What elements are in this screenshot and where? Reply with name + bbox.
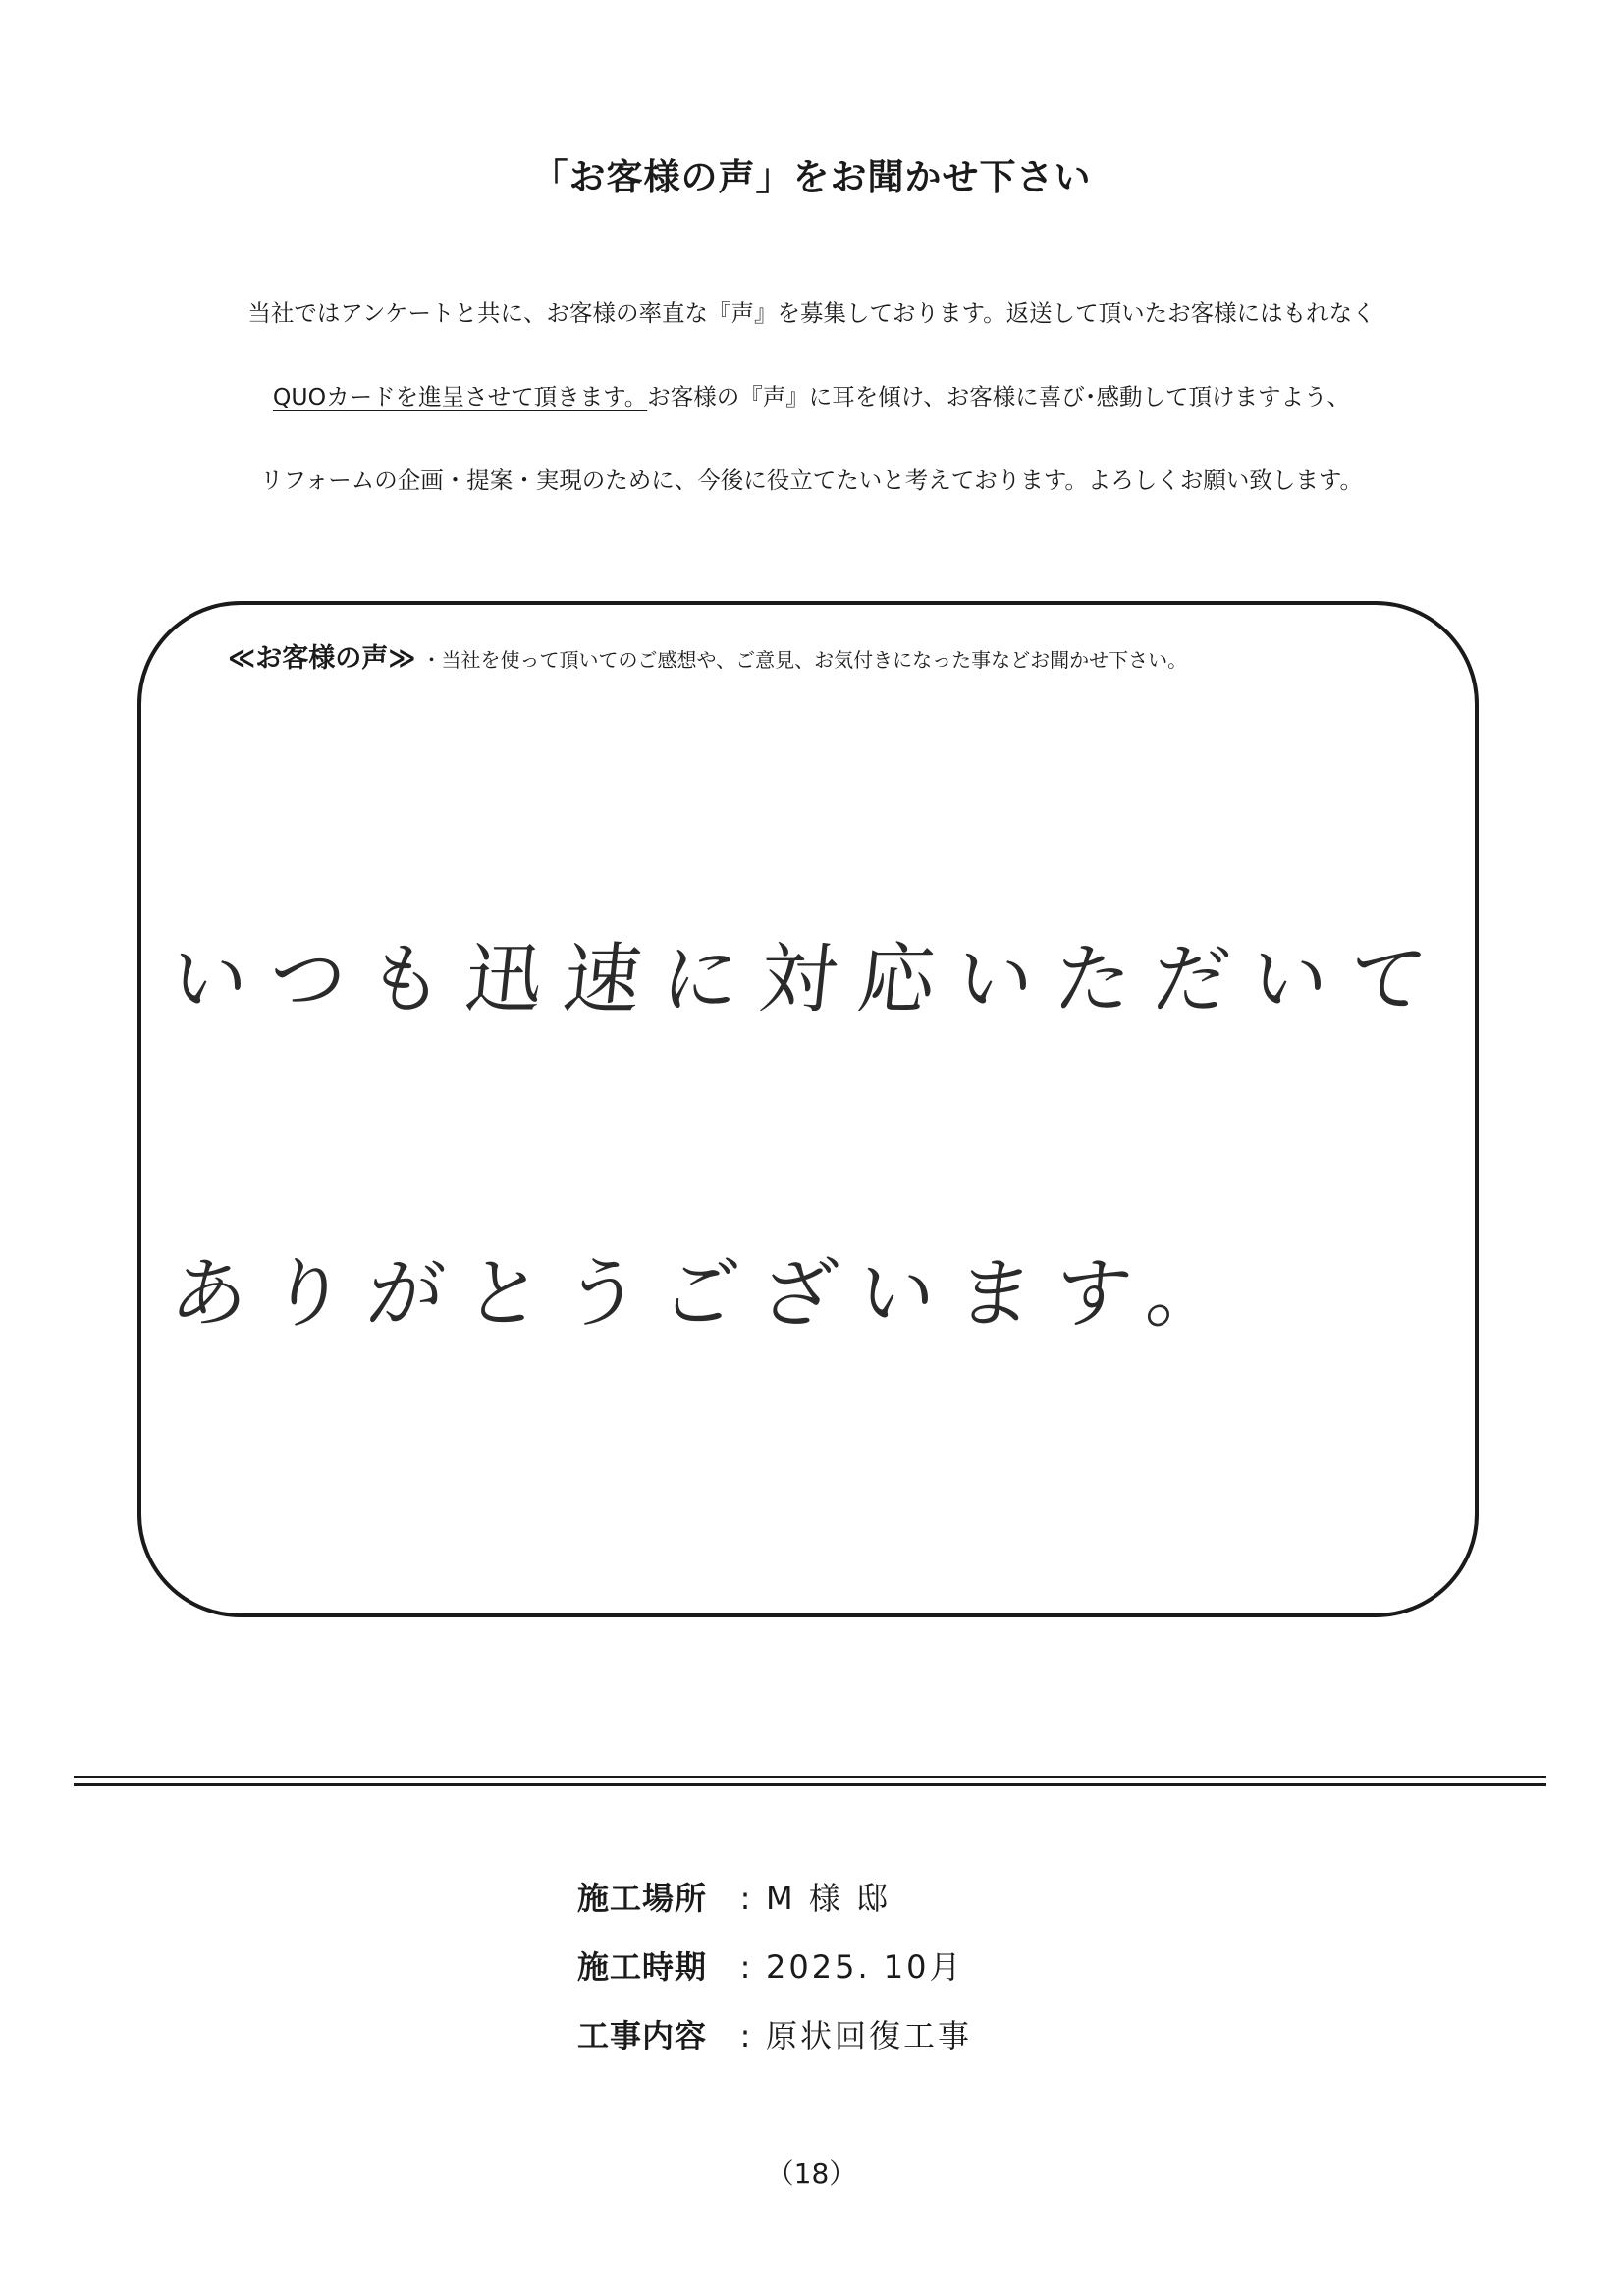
divider-top: [74, 1776, 1546, 1778]
handwritten-comment-line-1: いつも迅速に対応いただいて: [166, 936, 1453, 1024]
intro-line-1: 当社ではアンケートと共に、お客様の率直な『声』を募集しております。返送して頂いたお客様にはもれなく: [247, 300, 1376, 327]
quo-card-notice: QUOカードを進呈させて頂きます。: [272, 383, 648, 410]
voice-prompt: ・当社を使って頂いてのご感想や、ご意見、お気付きになった事などお聞かせ下さい。: [421, 648, 1188, 672]
location-label: 施工場所: [577, 1880, 708, 1917]
content-value: 原状回復工事: [766, 2017, 973, 2054]
page-number: （18）: [766, 2158, 857, 2190]
period-label: 施工時期: [577, 1948, 708, 1986]
intro-line-2-rest: お客様の『声』に耳を傾け、お客様に喜び･感動して頂けますよう、: [647, 383, 1351, 410]
separator: :: [739, 2017, 751, 2054]
voice-header: [228, 636, 1187, 675]
separator: :: [739, 1880, 751, 1917]
info-row-location: [577, 1874, 891, 1919]
info-row-period: [577, 1942, 964, 1988]
info-row-content: [577, 2011, 972, 2056]
period-value: 2025. 10月: [766, 1948, 964, 1986]
divider-bottom: [74, 1783, 1546, 1786]
customer-voice-box: [137, 601, 1479, 1617]
handwritten-comment-line-2: ありがとうございます。: [166, 1250, 1250, 1339]
separator: :: [739, 1948, 751, 1986]
page-title: 「お客様の声」をお聞かせ下さい: [531, 156, 1092, 198]
intro-line-3: リフォームの企画・提案・実現のために、今後に役立てたいと考えております。よろしくお願い致します。: [259, 466, 1364, 494]
content-label: 工事内容: [577, 2017, 708, 2054]
intro-line-2: [0, 378, 1623, 411]
voice-label: ≪お客様の声≫: [228, 643, 416, 674]
location-value: M 様 邸: [766, 1880, 891, 1917]
